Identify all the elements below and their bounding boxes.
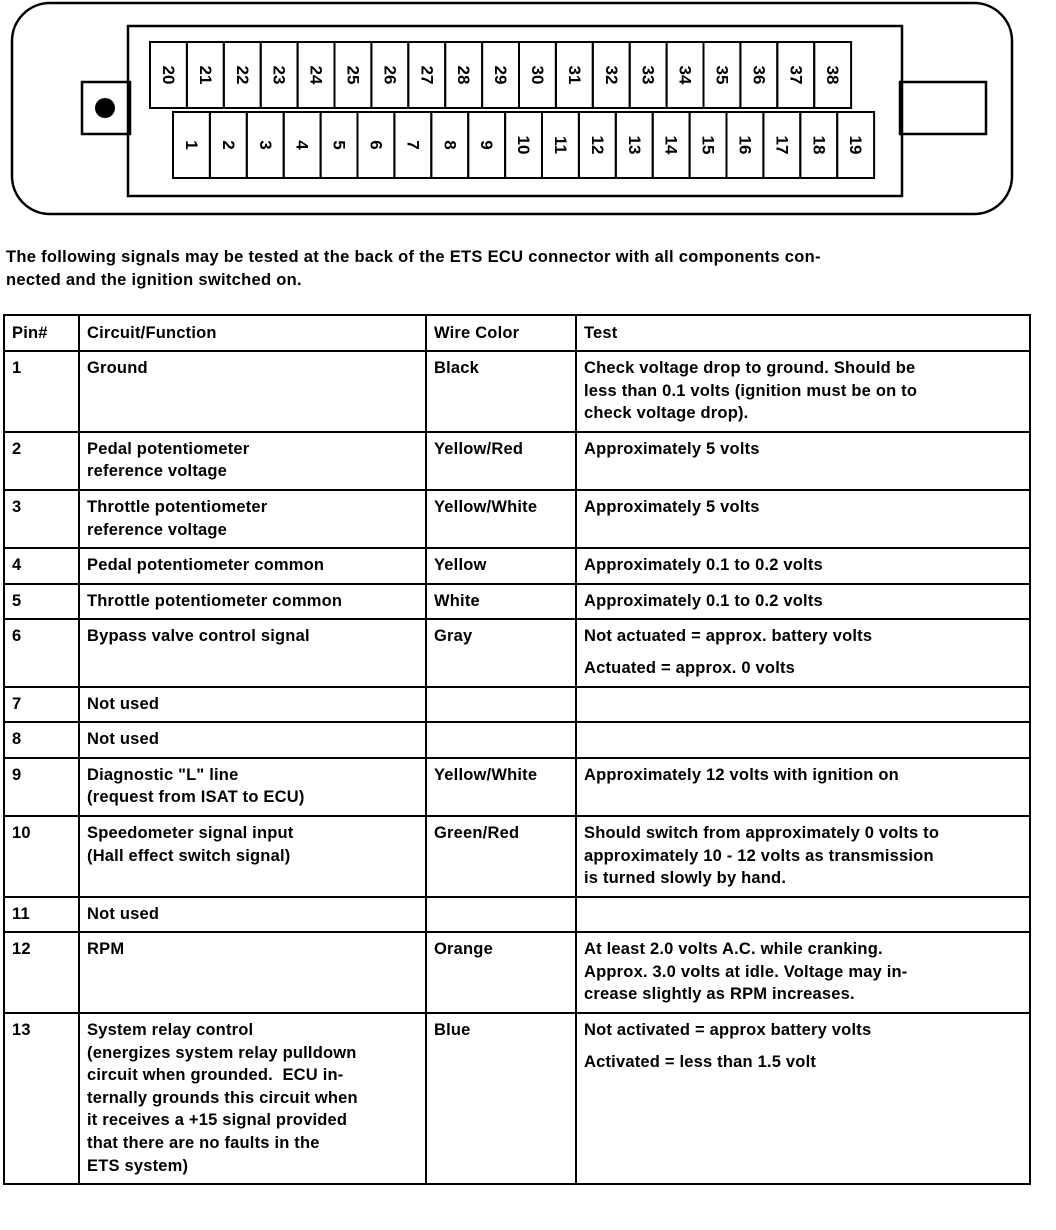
cell-text: Pedal potentiometer — [87, 439, 250, 458]
pin-number: 20 — [158, 65, 178, 85]
cell-text: 2 — [12, 439, 22, 458]
circuit-cell — [79, 758, 426, 816]
wire-color-cell — [426, 722, 576, 758]
pin-number: 9 — [477, 140, 497, 150]
cell-text: (request from ISAT to ECU) — [87, 788, 305, 807]
cell-text: System relay control — [87, 1021, 254, 1040]
pin-number: 38 — [823, 65, 843, 85]
table-header-row — [4, 315, 1030, 351]
cell-text: Yellow/White — [434, 765, 538, 784]
cell-text: it receives a +15 signal provided — [87, 1111, 348, 1130]
pin-cell — [4, 816, 79, 897]
cell-text: ternally grounds this circuit when — [87, 1088, 358, 1107]
pin-cell — [4, 722, 79, 758]
pin-cell — [4, 758, 79, 816]
table-row — [4, 584, 1030, 620]
pin-number: 37 — [786, 65, 806, 85]
pin-number: 27 — [417, 65, 437, 85]
cell-text: Throttle potentiometer — [87, 497, 268, 516]
pin-cell — [4, 432, 79, 490]
pin-cell — [4, 687, 79, 723]
cell-text: Pedal potentiometer common — [87, 556, 325, 575]
pin-number: 34 — [675, 65, 695, 85]
pin-number: 10 — [514, 135, 534, 155]
cell-text: crease slightly as RPM increases. — [584, 985, 855, 1004]
cell-text: ETS system) — [87, 1156, 189, 1175]
cell-text — [434, 728, 570, 751]
ecu-connector-diagram — [0, 0, 1056, 225]
cell-text: Black — [434, 359, 480, 377]
circuit-cell — [79, 897, 426, 933]
pin-number: 8 — [440, 140, 460, 150]
cell-text: 7 — [12, 694, 22, 713]
circuit-cell — [79, 584, 426, 620]
cell-text: RPM — [87, 940, 125, 959]
pin-cell — [4, 1013, 79, 1184]
circuit-cell — [79, 548, 426, 584]
wire-color-cell — [426, 1013, 576, 1184]
cell-text: 4 — [12, 556, 22, 575]
pin-number: 2 — [218, 140, 238, 150]
header-circuit: Circuit/Function — [79, 315, 426, 351]
pin-number: 29 — [491, 65, 511, 85]
test-cell — [576, 351, 1030, 432]
cell-text: Yellow/White — [434, 497, 538, 516]
test-cell — [576, 619, 1030, 686]
cell-text: reference voltage — [87, 462, 228, 481]
cell-text: is turned slowly by hand. — [584, 869, 787, 888]
wire-color-cell — [426, 758, 576, 816]
table-row — [4, 816, 1030, 897]
pin-number: 13 — [624, 135, 644, 155]
wire-color-cell — [426, 548, 576, 584]
table-row — [4, 897, 1030, 933]
cell-text: Activated = less than 1.5 volt — [584, 1052, 817, 1071]
cell-text: Gray — [434, 627, 473, 646]
cell-text: Not activated = approx battery volts — [584, 1021, 872, 1040]
cell-text: Not used — [87, 904, 160, 923]
cell-text: Orange — [434, 940, 493, 959]
test-cell — [576, 897, 1030, 933]
pin-number: 33 — [638, 65, 658, 85]
pin-cell — [4, 584, 79, 620]
cell-text: check voltage drop). — [584, 404, 749, 423]
table-row — [4, 619, 1030, 686]
table-row — [4, 687, 1030, 723]
cell-text: less than 0.1 volts (ignition must be on to — [584, 381, 918, 400]
pin-cell — [4, 548, 79, 584]
cell-text: 11 — [12, 904, 30, 923]
pin-number: 26 — [380, 65, 400, 85]
cell-text: Yellow — [434, 556, 487, 575]
cell-text: Approximately 0.1 to 0.2 volts — [584, 556, 823, 575]
header-pin: Pin# — [4, 315, 79, 351]
table-row — [4, 432, 1030, 490]
pin-number: 14 — [661, 135, 681, 155]
pin-number: 23 — [269, 65, 289, 85]
circuit-cell — [79, 1013, 426, 1184]
circuit-cell — [79, 932, 426, 1013]
cell-text: (energizes system relay pulldown — [87, 1043, 357, 1062]
cell-text: Ground — [87, 359, 148, 377]
pin-number: 30 — [527, 65, 547, 85]
cell-text: 9 — [12, 765, 22, 784]
bottom-pin-row — [173, 112, 874, 178]
intro-line: The following signals may be tested at the back of the ETS ECU connector with all components con- — [6, 248, 821, 266]
pin-cell — [4, 490, 79, 548]
pin-number: 31 — [564, 65, 584, 85]
test-cell — [576, 722, 1030, 758]
table-row — [4, 351, 1030, 432]
cell-text — [434, 903, 570, 926]
cell-text: that there are no faults in the — [87, 1134, 320, 1153]
cell-text: circuit when grounded. ECU in- — [87, 1066, 344, 1085]
circuit-cell — [79, 816, 426, 897]
intro-text — [6, 246, 1006, 292]
wire-color-cell — [426, 432, 576, 490]
cell-text: Approximately 12 volts with ignition on — [584, 765, 899, 784]
header-test: Test — [576, 315, 1030, 351]
cell-text: Not used — [87, 694, 160, 713]
cell-text: Yellow/Red — [434, 439, 524, 458]
cell-text: Blue — [434, 1021, 471, 1040]
cell-text: 5 — [12, 591, 22, 610]
test-cell — [576, 1013, 1030, 1184]
test-cell — [576, 432, 1030, 490]
cell-text: 6 — [12, 627, 22, 646]
circuit-cell — [79, 351, 426, 432]
wire-color-cell — [426, 687, 576, 723]
cell-text: 8 — [12, 730, 22, 749]
pin-number: 25 — [343, 65, 363, 85]
wire-color-cell — [426, 932, 576, 1013]
pin-number: 4 — [292, 140, 312, 150]
cell-text: Approx. 3.0 volts at idle. Voltage may in- — [584, 962, 908, 981]
pin-number: 15 — [698, 135, 718, 155]
circuit-cell — [79, 687, 426, 723]
pin-number: 18 — [809, 135, 829, 155]
cell-text: Not used — [87, 730, 160, 749]
pin-number: 22 — [232, 65, 252, 85]
table-row — [4, 1013, 1030, 1184]
cell-text: Bypass valve control signal — [87, 627, 310, 646]
table-row — [4, 490, 1030, 548]
top-pin-row — [150, 42, 851, 108]
cell-text: 1 — [12, 359, 22, 377]
cell-text: approximately 10 - 12 volts as transmission — [584, 846, 934, 865]
cell-text: 12 — [12, 940, 31, 959]
table-row — [4, 758, 1030, 816]
pin-number: 17 — [772, 135, 792, 155]
cell-text: Green/Red — [434, 823, 520, 842]
cell-text: At least 2.0 volts A.C. while cranking. — [584, 940, 883, 959]
cell-text: Diagnostic "L" line — [87, 765, 239, 784]
wire-color-cell — [426, 619, 576, 686]
cell-text: White — [434, 591, 480, 610]
pin-cell — [4, 897, 79, 933]
pin-number: 19 — [846, 135, 866, 155]
circuit-cell — [79, 722, 426, 758]
cell-text: Speedometer signal input — [87, 823, 294, 842]
wire-color-cell — [426, 816, 576, 897]
cell-text: 13 — [12, 1021, 31, 1040]
pin-number: 16 — [735, 135, 755, 155]
cell-text: 3 — [12, 497, 22, 516]
pin-cell — [4, 351, 79, 432]
table-body — [4, 351, 1030, 1184]
table-row — [4, 548, 1030, 584]
pin-number: 12 — [587, 135, 607, 155]
cell-text: Approximately 0.1 to 0.2 volts — [584, 591, 823, 610]
pin-number: 7 — [403, 140, 423, 150]
pin-number: 36 — [749, 65, 769, 85]
intro-line: nected and the ignition switched on. — [6, 271, 302, 289]
cell-text: Check voltage drop to ground. Should be — [584, 359, 916, 377]
test-cell — [576, 758, 1030, 816]
cell-text: Throttle potentiometer common — [87, 591, 343, 610]
pin-cell — [4, 619, 79, 686]
circuit-cell — [79, 432, 426, 490]
test-cell — [576, 687, 1030, 723]
cell-text: Approximately 5 volts — [584, 497, 760, 516]
pin-number: 35 — [712, 65, 732, 85]
wire-color-cell — [426, 897, 576, 933]
pin-cell — [4, 932, 79, 1013]
cell-text: Should switch from approximately 0 volts to — [584, 823, 940, 842]
cell-text — [434, 693, 570, 716]
pin-number: 11 — [550, 136, 570, 154]
pin-number: 24 — [306, 65, 326, 85]
pin-number: 6 — [366, 140, 386, 150]
test-cell — [576, 816, 1030, 897]
cell-text: 10 — [12, 823, 31, 842]
pin-number: 1 — [181, 140, 201, 150]
header-wire-color: Wire Color — [426, 315, 576, 351]
table-row — [4, 932, 1030, 1013]
wire-color-cell — [426, 490, 576, 548]
pin-test-table — [3, 314, 1031, 1185]
test-cell — [576, 548, 1030, 584]
pin-number: 5 — [329, 140, 349, 150]
cell-text: Approximately 5 volts — [584, 439, 760, 458]
cell-text: reference voltage — [87, 520, 228, 539]
circuit-cell — [79, 490, 426, 548]
pin-number: 3 — [255, 140, 275, 150]
connector-right-tab — [900, 82, 986, 134]
wire-color-cell — [426, 584, 576, 620]
cell-text: (Hall effect switch signal) — [87, 846, 291, 865]
wire-color-cell — [426, 351, 576, 432]
pin-number: 21 — [195, 65, 215, 85]
test-cell — [576, 584, 1030, 620]
pin-number: 32 — [601, 65, 621, 85]
cell-text: Not actuated = approx. battery volts — [584, 627, 873, 646]
table-row — [4, 722, 1030, 758]
cell-text: Actuated = approx. 0 volts — [584, 658, 796, 677]
circuit-cell — [79, 619, 426, 686]
test-cell — [576, 490, 1030, 548]
locating-hole-icon — [95, 98, 115, 118]
pin-number: 28 — [454, 65, 474, 85]
test-cell — [576, 932, 1030, 1013]
